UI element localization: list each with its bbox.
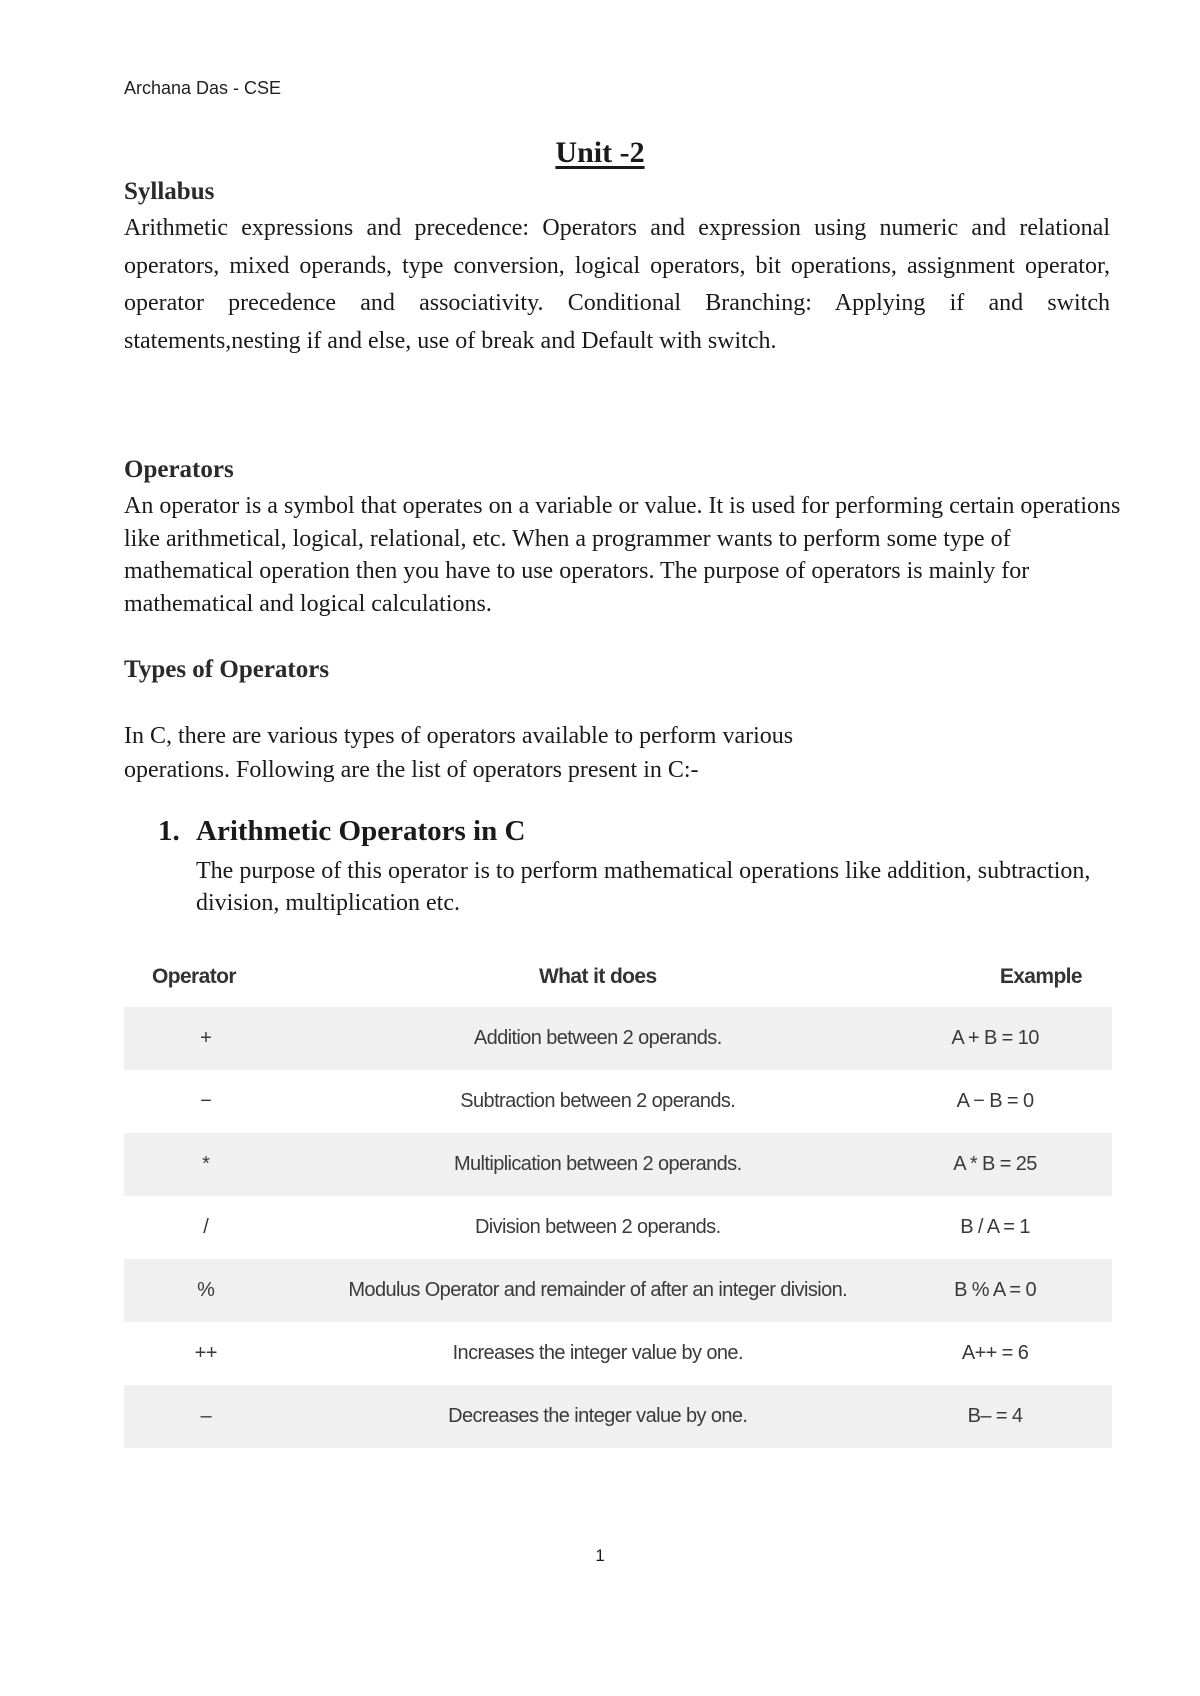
table-cell-example: A * B = 25 — [908, 1133, 1112, 1196]
table-row — [124, 1133, 1112, 1196]
table-cell-description: Multiplication between 2 operands. — [287, 1133, 908, 1196]
table-row — [124, 1322, 1112, 1385]
table-row — [124, 1007, 1112, 1070]
table-cell-description: Subtraction between 2 operands. — [460, 1090, 736, 1112]
table-cell-description: Addition between 2 operands. — [287, 1007, 908, 1070]
table-header-operator: Operator — [152, 965, 236, 988]
arithmetic-heading — [158, 815, 525, 848]
table-cell-operator: + — [124, 1007, 287, 1070]
arithmetic-operators-table — [124, 947, 1112, 1448]
table-cell-example: B % A = 0 — [908, 1259, 1112, 1322]
unit-title: Unit -2 — [555, 136, 645, 169]
arithmetic-text: The purpose of this operator is to perform mathematical operations like addition, subtraction, division, multiplication etc. — [196, 858, 1091, 916]
table-cell-example: B– = 4 — [908, 1385, 1112, 1448]
table-cell-description: Division between 2 operands. — [474, 1216, 721, 1238]
table-row — [124, 1070, 1112, 1133]
table-row — [124, 1196, 1112, 1259]
table-cell-example: B / A = 1 — [960, 1216, 1030, 1238]
syllabus-text: Arithmetic expressions and precedence: Operators and expression using numeric and relational operators, mixed operands, type conversion, logical operators, bit operations, assignment operator, operator precedence and associativity. Conditional Branching: Applying if and switch statements,nesting if and else, use of break and Default with switch. — [124, 215, 1110, 354]
table-cell-operator: * — [124, 1133, 287, 1196]
table-cell-example: A + B = 10 — [908, 1007, 1112, 1070]
table-header-example: Example — [999, 965, 1082, 988]
table-row — [124, 1385, 1112, 1448]
table-cell-description: Decreases the integer value by one. — [287, 1385, 908, 1448]
syllabus-heading: Syllabus — [124, 178, 215, 205]
arithmetic-heading-text: Arithmetic Operators in C — [196, 815, 526, 847]
types-text-line-1: In C, there are various types of operators available to perform various — [124, 723, 794, 749]
table-cell-operator: % — [124, 1259, 287, 1322]
table-header-what-it-does: What it does — [538, 965, 657, 988]
table-cell-example: A − B = 0 — [956, 1090, 1034, 1112]
table-row — [124, 1259, 1112, 1322]
table-cell-example: A++ = 6 — [961, 1342, 1029, 1364]
types-text-line-2: operations. Following are the list of operators present in C:- — [124, 757, 699, 783]
table-cell-operator: ++ — [194, 1342, 217, 1364]
table-cell-description: Modulus Operator and remainder of after an integer division. — [287, 1259, 908, 1322]
table-cell-operator: − — [200, 1090, 212, 1112]
types-text — [124, 719, 1124, 787]
arithmetic-number: 1. — [158, 815, 180, 847]
table-cell-description: Increases the integer value by one. — [452, 1342, 743, 1364]
header-author: Archana Das - CSE — [124, 78, 282, 98]
operators-text: An operator is a symbol that operates on a variable or value. It is used for performing certain operations like arithmetical, logical, relational, etc. When a programmer wants to perform some type of mathematical operation then you have to use operators. The purpose of operators is mainly for mathematical and logical calculations. — [124, 493, 1121, 617]
table-header-row — [124, 947, 1112, 1007]
table-cell-operator: / — [203, 1216, 209, 1238]
page-number: 1 — [595, 1546, 605, 1565]
table-cell-operator: – — [124, 1385, 287, 1448]
types-heading: Types of Operators — [124, 656, 330, 683]
operators-heading: Operators — [124, 456, 234, 483]
